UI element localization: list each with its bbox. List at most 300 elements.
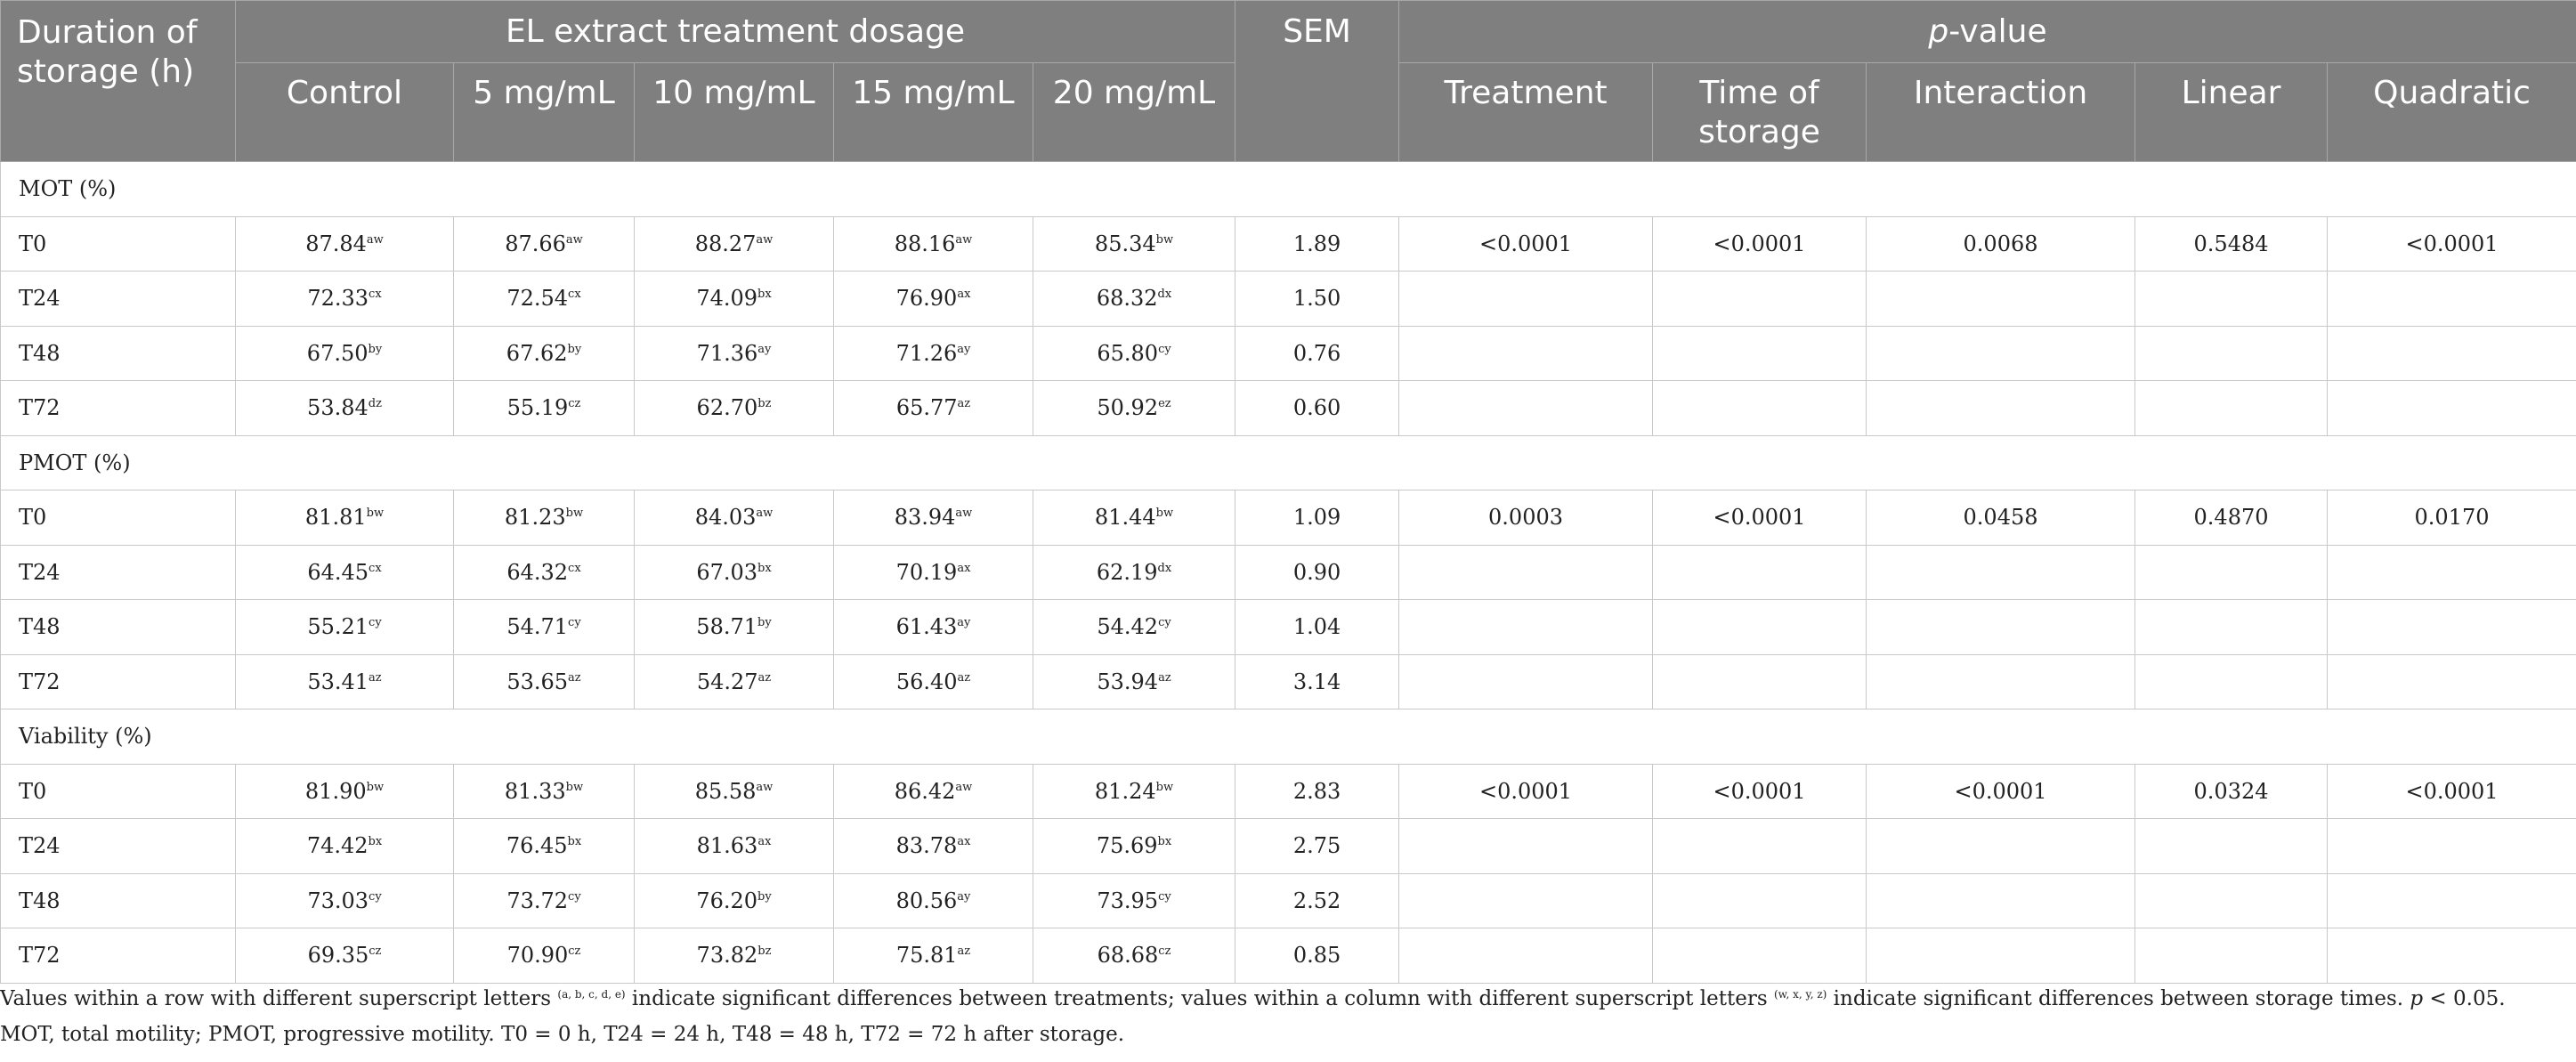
sem-cell: 0.85: [1235, 928, 1399, 984]
value-cell: [1033, 326, 1235, 381]
pvalue-cell: 0.5484: [2135, 216, 2328, 272]
value-number: 73.03: [307, 888, 369, 913]
dosage-header: Control: [236, 63, 454, 162]
pvalue-cell: <0.0001: [1653, 764, 1867, 819]
value-cell: [1033, 654, 1235, 709]
footnote: [0, 981, 2564, 1052]
pvalue-cell: [1867, 326, 2135, 381]
value-cell: [1033, 545, 1235, 600]
pvalue-cell: <0.0001: [1399, 764, 1653, 819]
pvalue-cell: <0.0001: [2328, 764, 2576, 819]
value-superscript: by: [757, 616, 772, 630]
value-number: 76.45: [506, 833, 568, 859]
pvalue-cell: [1867, 928, 2135, 984]
value-cell: [1033, 873, 1235, 928]
table-row: [1, 654, 2576, 709]
value-superscript: bz: [757, 944, 772, 959]
pvalue-cell: <0.0001: [1399, 216, 1653, 272]
pvalue-cell: [1867, 654, 2135, 709]
value-superscript: aw: [565, 232, 583, 247]
value-cell: [454, 764, 635, 819]
value-cell: [834, 928, 1033, 984]
pvalue-cell: [1867, 600, 2135, 655]
footnote-part4: < 0.05. MOT, total motility; PMOT, progressive motility. T0 = 0 h, T24 = 24 h, T48 = 48 h, T72 = 72 h after storage.: [0, 987, 2506, 1046]
duration-header: Duration of storage (h): [1, 1, 236, 162]
value-number: 68.32: [1096, 286, 1158, 312]
pvalue-cell: [1867, 272, 2135, 327]
value-superscript: cy: [369, 616, 382, 630]
section-title: MOT (%): [1, 162, 2576, 217]
sem-header: SEM: [1235, 1, 1399, 162]
value-cell: [834, 764, 1033, 819]
value-number: 83.78: [895, 833, 958, 859]
pvalue-cell: [1399, 600, 1653, 655]
value-number: 53.41: [307, 669, 369, 694]
pvalue-cell: [2328, 873, 2576, 928]
dosage-header: 10 mg/mL: [635, 63, 834, 162]
pvalue-cell: [1399, 381, 1653, 436]
value-cell: [635, 873, 834, 928]
value-number: 65.80: [1097, 340, 1159, 366]
value-number: 54.27: [696, 669, 758, 694]
table-row: [1, 600, 2576, 655]
pvalue-cell: [2135, 600, 2328, 655]
value-superscript: dz: [368, 397, 382, 411]
value-number: 71.26: [895, 340, 958, 366]
value-superscript: aw: [955, 780, 973, 794]
sem-cell: 0.60: [1235, 381, 1399, 436]
value-superscript: bw: [1155, 232, 1174, 247]
value-number: 83.94: [894, 505, 956, 531]
pvalue-cell: [1653, 873, 1867, 928]
value-superscript: aw: [955, 232, 973, 247]
value-cell: [1033, 216, 1235, 272]
row-label: T72: [1, 928, 236, 984]
value-number: 56.40: [895, 669, 958, 694]
pvalue-cell: [2328, 326, 2576, 381]
value-superscript: bw: [565, 780, 584, 794]
pvalue-cell: [2135, 545, 2328, 600]
pvalue-cell: [1399, 326, 1653, 381]
value-cell: [834, 819, 1033, 874]
value-number: 53.84: [307, 395, 369, 421]
value-superscript: ez: [1158, 397, 1171, 411]
value-cell: [635, 216, 834, 272]
value-superscript: cy: [1158, 342, 1171, 356]
value-cell: [635, 326, 834, 381]
pvalue-cell: [2328, 272, 2576, 327]
value-number: 81.23: [504, 505, 566, 531]
pvalue-cell: 0.0458: [1867, 490, 2135, 546]
row-label: T24: [1, 545, 236, 600]
pvalue-cell: [1653, 545, 1867, 600]
value-cell: [454, 381, 635, 436]
pvalue-cell: [2135, 272, 2328, 327]
value-number: 64.32: [506, 559, 569, 585]
value-superscript: cx: [568, 561, 581, 575]
value-cell: [454, 819, 635, 874]
value-cell: [454, 873, 635, 928]
table-row: [1, 381, 2576, 436]
value-number: 81.63: [696, 833, 758, 859]
value-number: 58.71: [696, 614, 758, 640]
row-label: T0: [1, 764, 236, 819]
value-number: 81.44: [1094, 505, 1156, 531]
value-superscript: dx: [1157, 561, 1172, 575]
value-superscript: cy: [369, 889, 382, 904]
value-number: 80.56: [895, 888, 958, 913]
value-superscript: ax: [957, 288, 971, 302]
value-number: 71.36: [696, 340, 758, 366]
table-body: [1, 162, 2576, 984]
pvalue-group-header: [1399, 1, 2576, 63]
section-row: [1, 709, 2576, 765]
value-cell: [236, 545, 454, 600]
value-superscript: bw: [366, 507, 385, 521]
value-superscript: cz: [1158, 944, 1171, 959]
pvalue-cell: [2135, 326, 2328, 381]
pvalue-cell: 0.0324: [2135, 764, 2328, 819]
value-superscript: az: [957, 670, 971, 685]
value-superscript: cx: [568, 288, 581, 302]
value-number: 53.94: [1097, 669, 1159, 694]
value-cell: [834, 654, 1033, 709]
value-number: 73.72: [506, 888, 569, 913]
value-cell: [454, 272, 635, 327]
pvalue-cell: [1867, 819, 2135, 874]
value-superscript: ay: [757, 342, 772, 356]
value-superscript: cy: [568, 889, 581, 904]
pvalue-cell: [1399, 272, 1653, 327]
value-superscript: bx: [567, 835, 582, 849]
sem-cell: 0.76: [1235, 326, 1399, 381]
sem-cell: 1.09: [1235, 490, 1399, 546]
pvalue-cell: [2328, 600, 2576, 655]
pvalue-cell: [1653, 272, 1867, 327]
value-cell: [1033, 490, 1235, 546]
value-number: 61.43: [895, 614, 958, 640]
table-row: [1, 873, 2576, 928]
pvalue-cell: <0.0001: [1867, 764, 2135, 819]
table-row: [1, 819, 2576, 874]
footnote-part1: Values within a row with different superscript letters: [0, 987, 558, 1010]
row-label: T24: [1, 819, 236, 874]
value-number: 73.95: [1097, 888, 1159, 913]
value-cell: [635, 545, 834, 600]
value-cell: [635, 928, 834, 984]
section-row: [1, 162, 2576, 217]
value-number: 62.19: [1096, 559, 1158, 585]
row-label: T72: [1, 654, 236, 709]
value-number: 67.03: [696, 559, 758, 585]
value-number: 85.34: [1094, 231, 1156, 256]
sem-cell: 1.04: [1235, 600, 1399, 655]
pvalue-cell: [1399, 873, 1653, 928]
value-number: 81.81: [304, 505, 367, 531]
sem-cell: 2.52: [1235, 873, 1399, 928]
pvalue-cell: [2135, 381, 2328, 436]
value-superscript: az: [369, 670, 382, 685]
section-title: PMOT (%): [1, 435, 2576, 490]
value-cell: [236, 819, 454, 874]
row-label: T24: [1, 272, 236, 327]
value-superscript: bx: [757, 561, 772, 575]
value-cell: [635, 272, 834, 327]
value-cell: [236, 764, 454, 819]
value-cell: [635, 819, 834, 874]
value-cell: [1033, 272, 1235, 327]
pvalue-cell: [2328, 654, 2576, 709]
row-label: T0: [1, 490, 236, 546]
dosage-header: 5 mg/mL: [454, 63, 635, 162]
value-superscript: bz: [757, 397, 772, 411]
value-cell: [1033, 764, 1235, 819]
value-number: 64.45: [307, 559, 369, 585]
value-superscript: aw: [955, 507, 973, 521]
value-superscript: az: [957, 944, 971, 959]
row-label: T48: [1, 600, 236, 655]
value-superscript: bx: [1157, 835, 1172, 849]
value-cell: [834, 490, 1033, 546]
pvalue-cell: <0.0001: [1653, 216, 1867, 272]
value-number: 62.70: [696, 395, 758, 421]
pvalue-column-header: Quadratic: [2328, 63, 2576, 162]
value-cell: [236, 272, 454, 327]
value-superscript: ay: [957, 616, 971, 630]
value-cell: [454, 216, 635, 272]
sem-cell: 1.89: [1235, 216, 1399, 272]
sem-cell: 2.75: [1235, 819, 1399, 874]
pvalue-cell: 0.0068: [1867, 216, 2135, 272]
value-superscript: az: [568, 670, 581, 685]
pvalue-cell: [1867, 381, 2135, 436]
pvalue-cell: [2328, 545, 2576, 600]
value-number: 50.92: [1097, 395, 1159, 421]
value-cell: [236, 381, 454, 436]
value-cell: [635, 381, 834, 436]
value-superscript: cx: [369, 288, 382, 302]
value-number: 65.77: [895, 395, 958, 421]
pvalue-cell: [2328, 381, 2576, 436]
value-cell: [454, 326, 635, 381]
pvalue-cell: [1653, 600, 1867, 655]
value-superscript: cx: [369, 561, 382, 575]
value-cell: [1033, 600, 1235, 655]
value-number: 74.09: [696, 286, 758, 312]
value-cell: [236, 600, 454, 655]
value-number: 84.03: [694, 505, 757, 531]
footnote-part3: indicate significant differences between storage times.: [1827, 987, 2410, 1010]
value-superscript: bx: [368, 835, 383, 849]
value-cell: [454, 490, 635, 546]
pvalue-cell: [2328, 819, 2576, 874]
value-superscript: bw: [565, 507, 584, 521]
value-superscript: by: [368, 342, 383, 356]
value-cell: [834, 873, 1033, 928]
value-cell: [635, 600, 834, 655]
value-cell: [1033, 381, 1235, 436]
sem-cell: 1.50: [1235, 272, 1399, 327]
value-superscript: ax: [957, 835, 971, 849]
value-number: 73.82: [696, 943, 758, 969]
value-cell: [1033, 819, 1235, 874]
row-label: T0: [1, 216, 236, 272]
value-superscript: ax: [757, 835, 772, 849]
pvalue-cell: [1653, 928, 1867, 984]
sem-cell: 2.83: [1235, 764, 1399, 819]
value-cell: [454, 600, 635, 655]
table-row: [1, 490, 2576, 546]
value-number: 87.66: [505, 231, 566, 256]
row-label: T48: [1, 326, 236, 381]
value-number: 74.42: [306, 833, 369, 859]
value-cell: [236, 928, 454, 984]
value-number: 70.90: [506, 943, 569, 969]
value-cell: [454, 654, 635, 709]
value-number: 88.16: [894, 231, 956, 256]
pvalue-column-header: Time of storage: [1653, 63, 1867, 162]
value-number: 53.65: [506, 669, 569, 694]
value-superscript: cy: [1158, 616, 1171, 630]
sem-cell: 0.90: [1235, 545, 1399, 600]
value-number: 70.19: [895, 559, 958, 585]
pvalue-column-header: Interaction: [1867, 63, 2135, 162]
value-number: 67.50: [306, 340, 369, 366]
pvalue-cell: [1399, 819, 1653, 874]
value-cell: [236, 654, 454, 709]
value-superscript: bw: [1155, 507, 1174, 521]
pvalue-suffix: -value: [1948, 13, 2047, 50]
value-number: 72.33: [307, 286, 369, 312]
value-superscript: cz: [568, 944, 581, 959]
pvalue-cell: [1867, 873, 2135, 928]
section-title: Viability (%): [1, 709, 2576, 765]
value-number: 86.42: [894, 778, 956, 804]
value-superscript: aw: [756, 780, 774, 794]
section-row: [1, 435, 2576, 490]
value-superscript: az: [1158, 670, 1171, 685]
value-cell: [454, 545, 635, 600]
value-superscript: cz: [568, 397, 581, 411]
value-number: 55.19: [506, 395, 569, 421]
table-row: [1, 216, 2576, 272]
value-superscript: bx: [757, 288, 772, 302]
value-number: 67.62: [506, 340, 568, 366]
pvalue-cell: <0.0001: [1653, 490, 1867, 546]
pvalue-cell: <0.0001: [2328, 216, 2576, 272]
value-number: 81.33: [504, 778, 566, 804]
value-superscript: bw: [1155, 780, 1174, 794]
value-superscript: ay: [957, 342, 971, 356]
value-number: 68.68: [1097, 943, 1159, 969]
value-number: 72.54: [506, 286, 569, 312]
value-superscript: cz: [369, 944, 382, 959]
pvalue-cell: [1399, 928, 1653, 984]
footnote-part2: indicate significant differences between treatments; values within a column with different superscript letters: [625, 987, 1774, 1010]
pvalue-cell: 0.0170: [2328, 490, 2576, 546]
value-superscript: ax: [957, 561, 971, 575]
value-superscript: dx: [1157, 288, 1172, 302]
value-number: 69.35: [307, 943, 369, 969]
value-superscript: by: [567, 342, 582, 356]
value-superscript: az: [957, 397, 971, 411]
value-superscript: az: [757, 670, 772, 685]
value-cell: [236, 490, 454, 546]
value-number: 85.58: [694, 778, 757, 804]
value-superscript: aw: [366, 232, 384, 247]
dosage-header: 20 mg/mL: [1033, 63, 1235, 162]
pvalue-cell: [1399, 545, 1653, 600]
pvalue-cell: [1399, 654, 1653, 709]
dosage-header: 15 mg/mL: [834, 63, 1033, 162]
sem-cell: 3.14: [1235, 654, 1399, 709]
value-superscript: aw: [756, 232, 774, 247]
value-cell: [454, 928, 635, 984]
row-label: T48: [1, 873, 236, 928]
value-number: 54.42: [1097, 614, 1159, 640]
treatment-group-header: EL extract treatment dosage: [236, 1, 1235, 63]
value-cell: [834, 272, 1033, 327]
value-superscript: ay: [957, 889, 971, 904]
pvalue-cell: [2328, 928, 2576, 984]
value-cell: [834, 600, 1033, 655]
value-superscript: by: [757, 889, 772, 904]
table-row: [1, 326, 2576, 381]
value-cell: [1033, 928, 1235, 984]
pvalue-cell: [2135, 928, 2328, 984]
value-number: 76.20: [696, 888, 758, 913]
value-cell: [834, 545, 1033, 600]
table-row: [1, 545, 2576, 600]
footnote-sup-times: (w, x, y, z): [1773, 988, 1827, 1001]
value-cell: [635, 654, 834, 709]
value-number: 87.84: [305, 231, 367, 256]
pvalue-cell: [1867, 545, 2135, 600]
value-cell: [635, 490, 834, 546]
pvalue-cell: [1653, 654, 1867, 709]
value-superscript: bw: [366, 780, 385, 794]
value-cell: [834, 216, 1033, 272]
footnote-sup-treatments: (a, b, c, d, e): [557, 988, 626, 1001]
pvalue-cell: 0.0003: [1399, 490, 1653, 546]
value-number: 75.69: [1096, 833, 1158, 859]
value-number: 54.71: [506, 614, 569, 640]
value-cell: [635, 764, 834, 819]
pvalue-column-header: Treatment: [1399, 63, 1653, 162]
value-cell: [236, 873, 454, 928]
table-row: [1, 928, 2576, 984]
value-superscript: cy: [568, 616, 581, 630]
value-number: 81.24: [1094, 778, 1156, 804]
pvalue-cell: [2135, 819, 2328, 874]
value-number: 88.27: [694, 231, 757, 256]
pvalue-column-header: Linear: [2135, 63, 2328, 162]
row-label: T72: [1, 381, 236, 436]
value-cell: [834, 381, 1033, 436]
pvalue-cell: [1653, 326, 1867, 381]
value-superscript: cy: [1158, 889, 1171, 904]
value-cell: [236, 326, 454, 381]
value-number: 76.90: [895, 286, 958, 312]
footnote-p: p: [2410, 987, 2424, 1010]
pvalue-cell: 0.4870: [2135, 490, 2328, 546]
table-row: [1, 764, 2576, 819]
value-superscript: aw: [756, 507, 774, 521]
pvalue-cell: [2135, 654, 2328, 709]
table-row: [1, 272, 2576, 327]
pvalue-cell: [1653, 381, 1867, 436]
value-number: 55.21: [307, 614, 369, 640]
